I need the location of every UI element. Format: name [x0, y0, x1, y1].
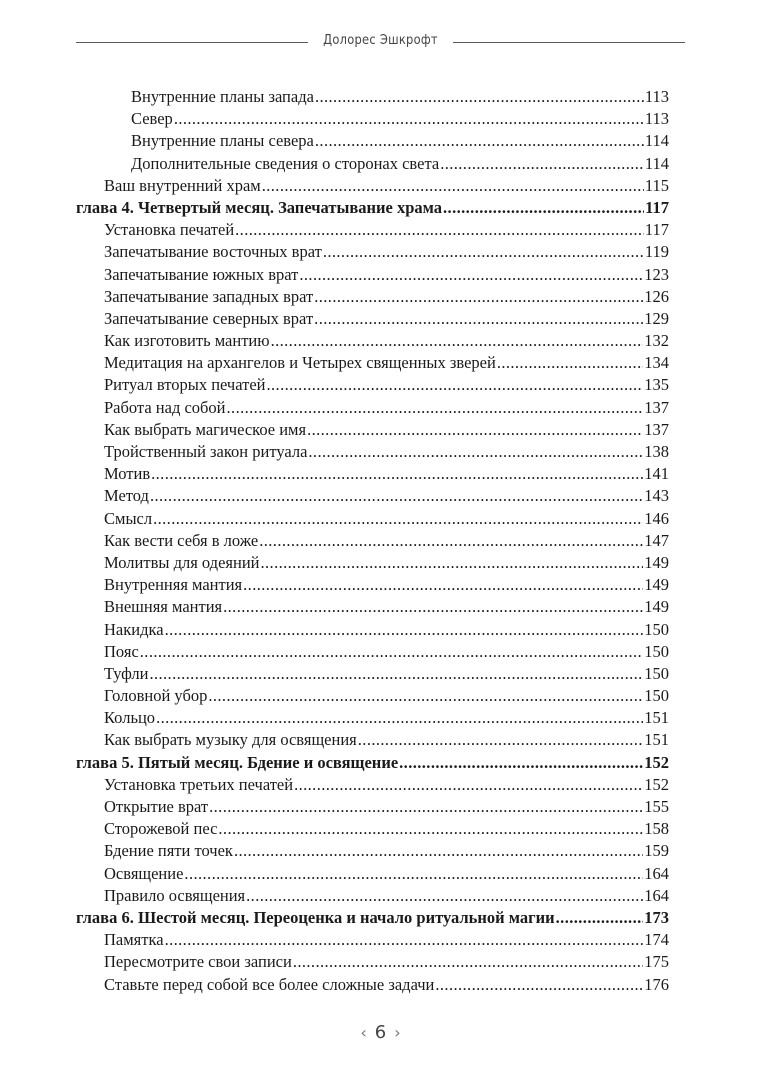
toc-leader-dots	[234, 840, 643, 862]
toc-entry-title: Мотив	[104, 464, 151, 484]
toc-leader-dots	[165, 929, 644, 951]
toc-entry-page: 123	[644, 264, 669, 284]
toc-entry-page: 146	[644, 508, 669, 528]
toc-entry-page: 126	[644, 286, 669, 306]
toc-leader-dots	[153, 508, 643, 530]
toc-entry-title: Внутренние планы запада	[131, 87, 314, 106]
running-header	[76, 30, 685, 54]
toc-entry-title: Открытие врат	[104, 797, 209, 816]
toc-entry[interactable]	[76, 863, 669, 885]
toc-entry-title: Работа над собой	[104, 397, 226, 417]
toc-leader-dots	[218, 818, 643, 840]
toc-entry-page: 149	[644, 552, 669, 572]
chevron-right-icon: ›	[394, 1023, 401, 1042]
toc-entry-title: Внутренние планы севера	[131, 131, 314, 151]
toc-entry[interactable]	[76, 774, 669, 796]
toc-entry[interactable]	[76, 596, 669, 618]
toc-entry-title: Дополнительные сведения о сторонах света	[131, 153, 440, 173]
toc-entry-page: 135	[644, 375, 669, 395]
toc-entry[interactable]	[76, 330, 669, 352]
toc-chapter-entry[interactable]	[76, 197, 669, 219]
toc-entry-title: Ставьте перед собой все более сложные задачи	[104, 974, 435, 994]
toc-entry[interactable]	[76, 929, 669, 951]
toc-leader-dots	[151, 463, 643, 485]
toc-leader-dots	[314, 308, 643, 330]
toc-entry[interactable]	[76, 796, 669, 818]
page-footer	[0, 1022, 761, 1043]
toc-entry[interactable]	[76, 308, 669, 330]
toc-entry[interactable]	[76, 286, 669, 308]
toc-entry-title: Пересмотрите свои записи	[104, 952, 292, 972]
toc-leader-dots	[267, 374, 644, 396]
toc-entry-title: Памятка	[104, 930, 164, 950]
toc-entry[interactable]	[76, 663, 669, 685]
toc-entry-page: 150	[644, 686, 669, 706]
toc-entry-title: глава 6. Шестой месяц. Переоценка и начало ритуальной магии	[76, 907, 555, 927]
toc-entry-page: 137	[644, 419, 669, 439]
header-rule-right	[453, 42, 685, 43]
toc-entry-title: глава 4. Четвертый месяц. Запечатывание храма	[76, 197, 443, 217]
toc-entry[interactable]	[76, 153, 669, 175]
toc-entry[interactable]	[76, 729, 669, 751]
toc-leader-dots	[174, 108, 644, 130]
toc-leader-dots	[293, 951, 643, 973]
toc-leader-dots	[165, 619, 644, 641]
toc-entry[interactable]	[76, 441, 669, 463]
toc-leader-dots	[307, 419, 643, 441]
toc-chapter-entry[interactable]	[76, 752, 669, 774]
toc-leader-dots	[443, 197, 644, 219]
toc-entry-page: 173	[644, 907, 669, 927]
toc-entry-title: Как изготовить мантию	[104, 331, 270, 351]
toc-leader-dots	[440, 153, 644, 175]
toc-entry[interactable]	[76, 552, 669, 574]
page-number: 6	[374, 1022, 387, 1043]
toc-leader-dots	[259, 530, 643, 552]
toc-entry-title: глава 5. Пятый месяц. Бдение и освящение	[76, 752, 399, 772]
toc-entry-page: 141	[644, 464, 669, 484]
toc-leader-dots	[399, 752, 643, 774]
toc-entry-page: 114	[644, 131, 669, 151]
toc-entry-page: 115	[644, 175, 669, 195]
toc-leader-dots	[314, 286, 643, 308]
toc-entry-page: 158	[644, 819, 669, 839]
toc-leader-dots	[262, 175, 644, 197]
toc-entry[interactable]	[76, 419, 669, 441]
toc-entry-title: Установка третьих печатей	[104, 774, 294, 794]
toc-entry-page: 143	[644, 486, 669, 506]
toc-entry-title: Ритуал вторых печатей	[104, 375, 266, 395]
toc-entry-title: Ваш внутренний храм	[104, 175, 261, 195]
toc-entry-page: 137	[644, 397, 669, 417]
toc-leader-dots	[209, 796, 643, 818]
toc-leader-dots	[223, 596, 643, 618]
toc-entry-page: 164	[644, 885, 669, 905]
toc-leader-dots	[315, 130, 644, 152]
toc-entry-title: Освящение	[104, 863, 184, 883]
toc-entry[interactable]	[76, 219, 669, 241]
table-of-contents	[76, 86, 669, 996]
toc-leader-dots	[299, 264, 643, 286]
toc-entry-page: 117	[644, 220, 669, 240]
toc-entry-page: 113	[644, 109, 669, 129]
toc-entry[interactable]	[76, 840, 669, 862]
toc-entry[interactable]	[76, 175, 669, 197]
toc-entry-page: 150	[644, 641, 669, 661]
toc-leader-dots	[294, 774, 643, 796]
toc-leader-dots	[435, 974, 643, 996]
toc-entry-title: Запечатывание северных врат	[104, 308, 314, 328]
toc-entry-title: Как вести себя в ложе	[104, 530, 259, 550]
toc-entry[interactable]	[76, 108, 669, 130]
toc-entry-title: Запечатывание южных врат	[104, 264, 299, 284]
toc-entry-title: Внутренняя мантия	[104, 575, 243, 595]
toc-entry[interactable]	[76, 374, 669, 396]
toc-entry-page: 150	[644, 663, 669, 683]
toc-entry-title: Как выбрать магическое имя	[104, 419, 307, 439]
toc-entry[interactable]	[76, 951, 669, 973]
toc-entry-page: 114	[644, 153, 669, 173]
toc-entry-title: Туфли	[104, 663, 149, 683]
toc-entry-page: 175	[644, 952, 669, 972]
toc-entry-page: 152	[644, 752, 669, 772]
toc-entry[interactable]	[76, 641, 669, 663]
toc-entry-title: Установка печатей	[104, 220, 235, 240]
toc-leader-dots	[246, 885, 643, 907]
toc-entry-page: 138	[644, 442, 669, 461]
toc-leader-dots	[150, 485, 643, 507]
toc-entry-page: 117	[645, 197, 669, 217]
toc-entry-title: Накидка	[104, 619, 164, 639]
toc-entry[interactable]	[76, 508, 669, 530]
toc-entry[interactable]	[76, 130, 669, 152]
toc-entry[interactable]	[76, 485, 669, 507]
toc-leader-dots	[358, 729, 643, 751]
toc-entry-page: 129	[644, 308, 669, 328]
toc-entry-title: Запечатывание восточных врат	[104, 242, 322, 262]
toc-entry[interactable]	[76, 685, 669, 707]
toc-leader-dots	[497, 352, 643, 374]
toc-leader-dots	[149, 663, 643, 685]
toc-leader-dots	[323, 241, 644, 263]
toc-entry[interactable]	[76, 885, 669, 907]
toc-entry-page: 155	[644, 797, 669, 816]
toc-entry-title: Бдение пяти точек	[104, 841, 233, 861]
toc-entry-title: Запечатывание западных врат	[104, 286, 314, 306]
toc-entry-title: Сторожевой пес	[104, 819, 218, 839]
toc-leader-dots	[556, 907, 644, 929]
toc-entry-page: 147	[644, 530, 669, 550]
toc-entry-page: 152	[644, 774, 669, 794]
toc-leader-dots	[227, 397, 644, 419]
toc-entry-page: 134	[644, 353, 669, 373]
toc-leader-dots	[235, 219, 644, 241]
toc-entry-title: Головной убор	[104, 686, 208, 706]
toc-entry[interactable]	[76, 397, 669, 419]
toc-leader-dots	[208, 685, 643, 707]
toc-entry-page: 132	[644, 331, 669, 351]
toc-entry[interactable]	[76, 974, 669, 996]
toc-chapter-entry[interactable]	[76, 907, 669, 929]
toc-entry-title: Правило освящения	[104, 885, 246, 905]
toc-entry[interactable]	[76, 264, 669, 286]
toc-entry[interactable]	[76, 86, 669, 108]
toc-entry-page: 176	[644, 974, 669, 994]
toc-leader-dots	[140, 641, 643, 663]
toc-entry[interactable]	[76, 707, 669, 729]
header-author: Долорес Эшкрофт	[323, 32, 438, 48]
toc-leader-dots	[308, 441, 643, 463]
toc-entry-title: Как выбрать музыку для освящения	[104, 730, 357, 750]
toc-entry[interactable]	[76, 352, 669, 374]
toc-entry-page: 151	[644, 730, 669, 750]
toc-entry-page: 159	[644, 841, 669, 861]
toc-entry-title: Пояс	[104, 641, 139, 661]
toc-entry[interactable]	[76, 463, 669, 485]
toc-leader-dots	[184, 863, 643, 885]
toc-entry[interactable]	[76, 241, 669, 263]
toc-entry[interactable]	[76, 619, 669, 641]
toc-leader-dots	[243, 574, 643, 596]
toc-entry-title: Медитация на архангелов и Четырех священных зверей	[104, 353, 496, 373]
toc-entry-page: 151	[644, 708, 669, 728]
toc-entry-page: 150	[644, 619, 669, 639]
toc-entry-page: 149	[644, 597, 669, 617]
toc-leader-dots	[156, 707, 643, 729]
toc-entry-page: 164	[644, 863, 669, 883]
toc-entry-title: Внешняя мантия	[104, 597, 223, 617]
toc-entry-page: 149	[644, 575, 669, 595]
toc-entry-title: Север	[131, 109, 173, 129]
toc-entry-title: Кольцо	[104, 708, 156, 728]
toc-leader-dots	[271, 330, 644, 352]
toc-entry-title: Тройственный закон ритуала	[104, 442, 308, 461]
toc-entry[interactable]	[76, 574, 669, 596]
toc-leader-dots	[315, 86, 644, 108]
toc-entry[interactable]	[76, 530, 669, 552]
toc-leader-dots	[261, 552, 644, 574]
toc-entry-page: 113	[644, 87, 669, 106]
toc-entry-page: 174	[644, 930, 669, 950]
toc-entry-page: 119	[644, 242, 669, 262]
toc-entry-title: Смысл	[104, 508, 153, 528]
chevron-left-icon: ‹	[360, 1023, 367, 1042]
toc-entry[interactable]	[76, 818, 669, 840]
toc-entry-title: Молитвы для одеяний	[104, 552, 260, 572]
toc-entry-title: Метод	[104, 486, 149, 506]
